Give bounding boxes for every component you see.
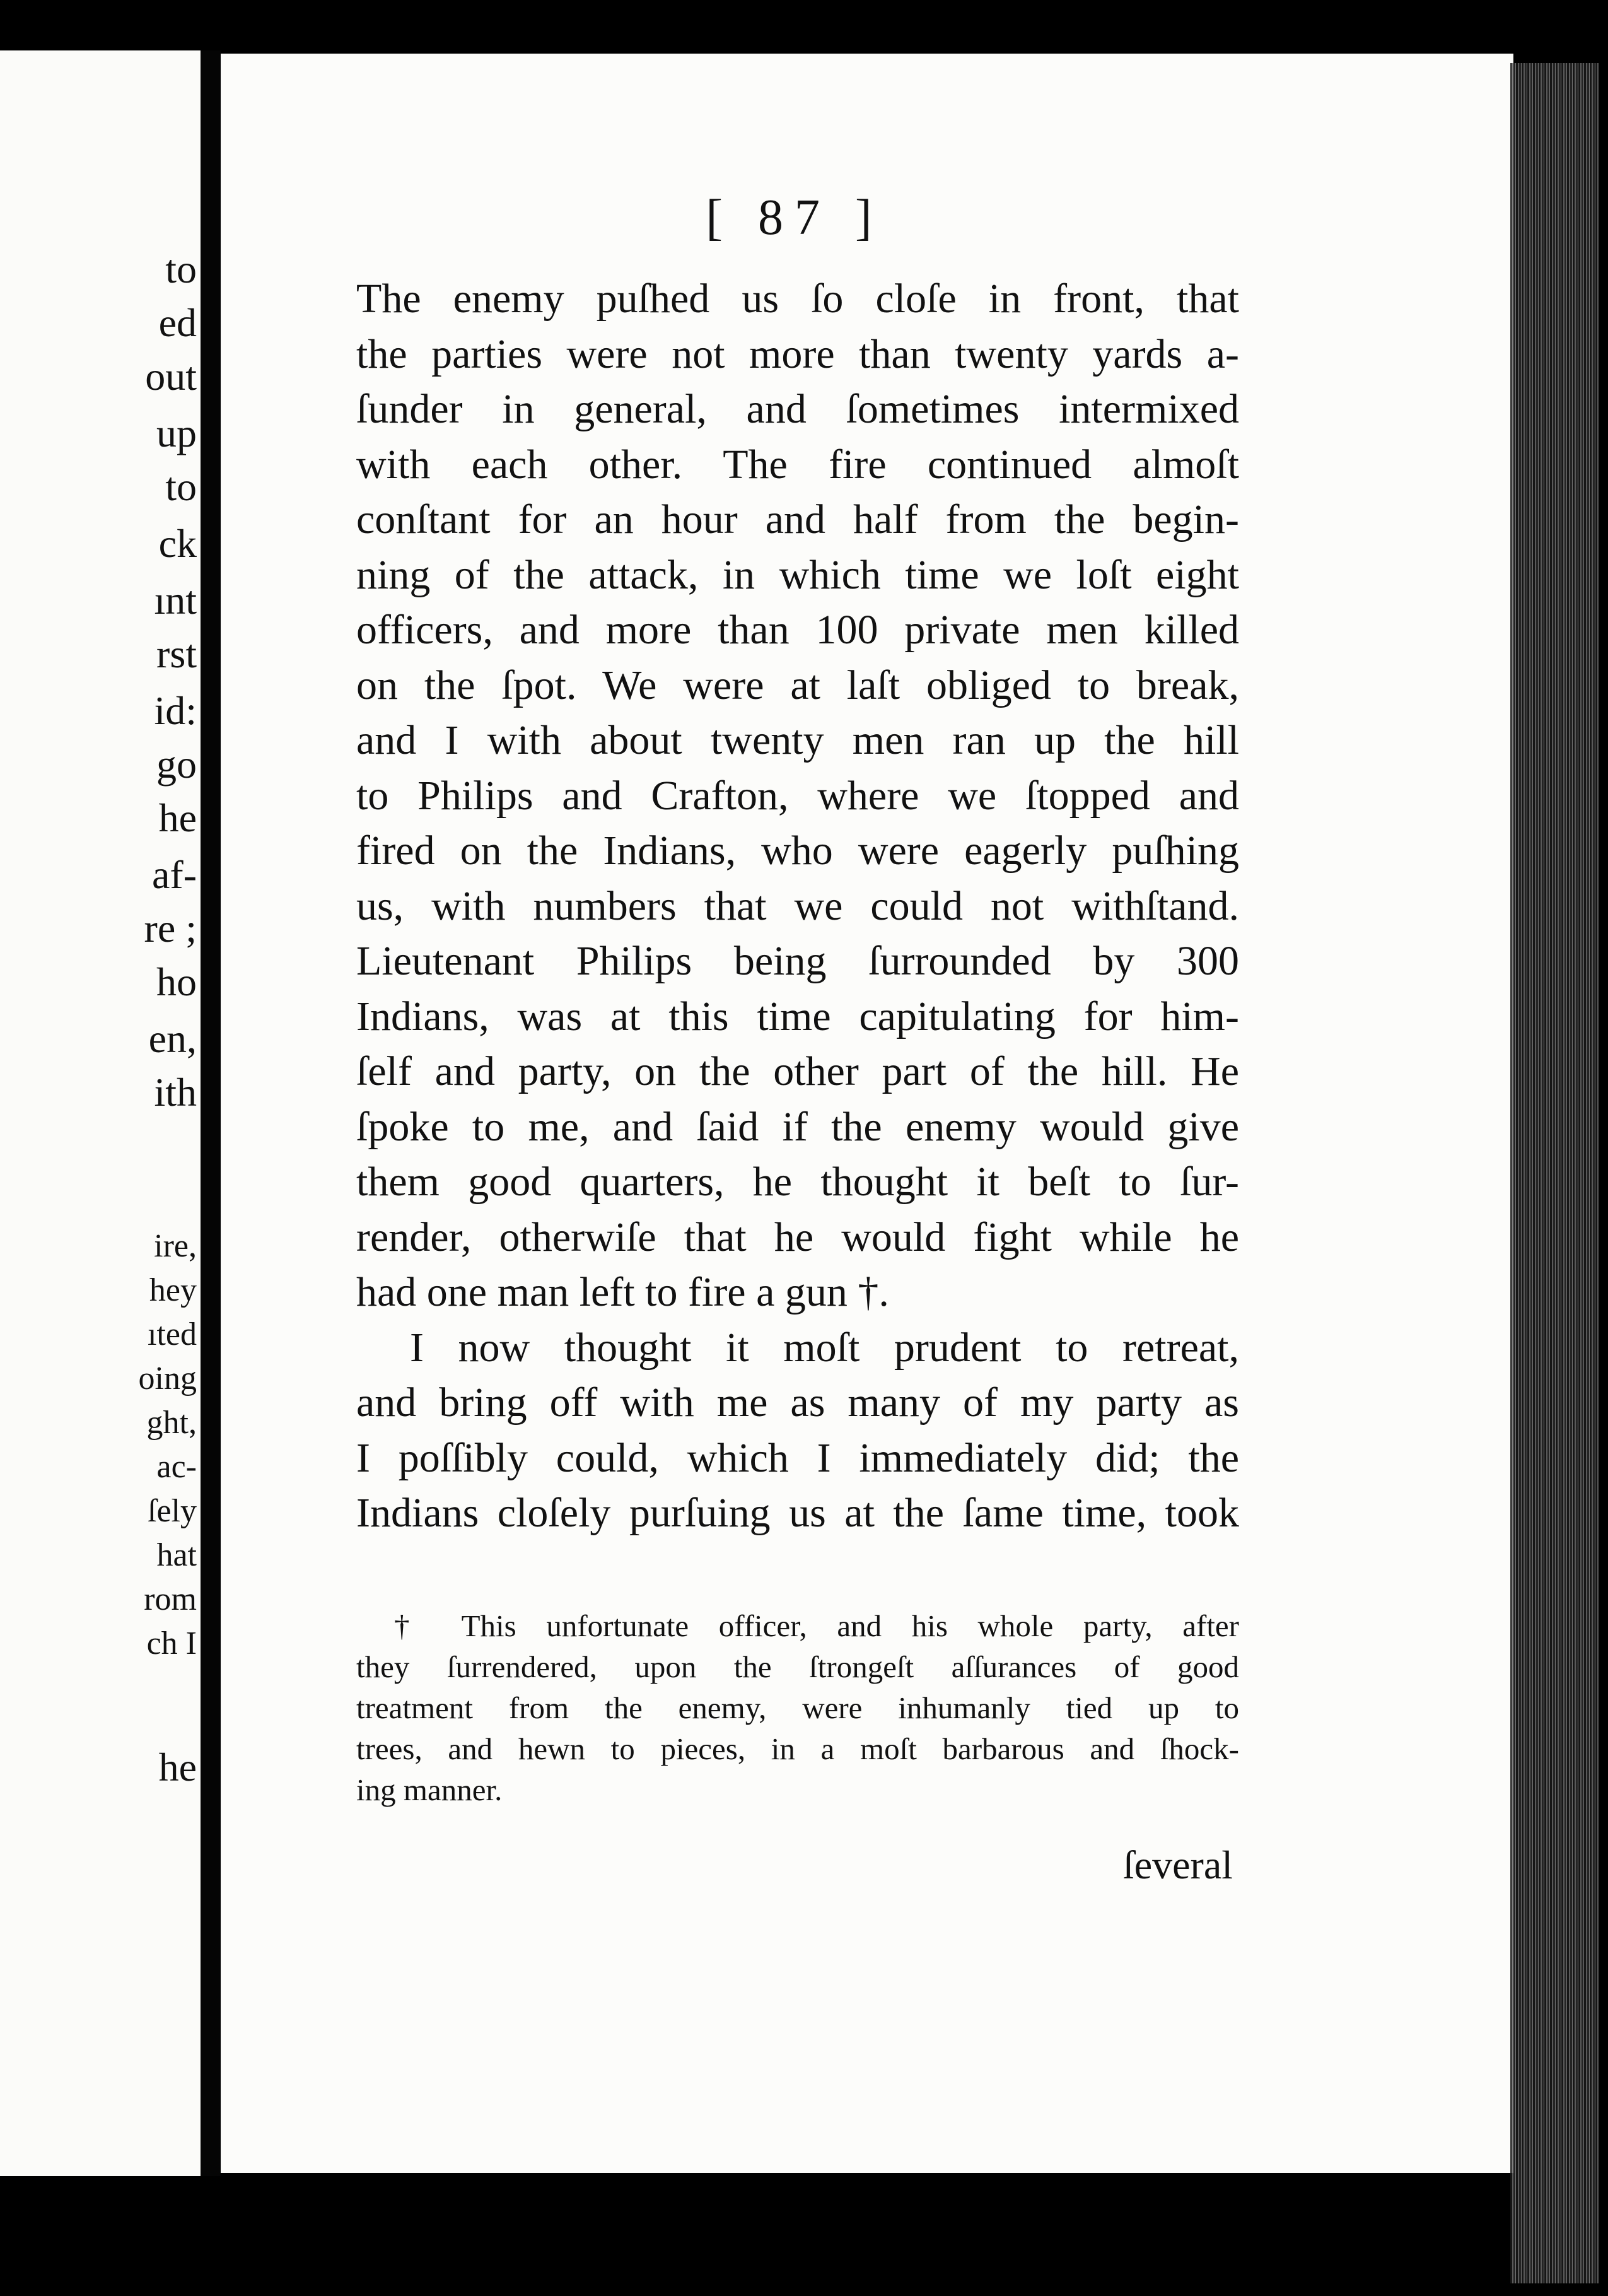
- body-line: render, otherwiſe that he would fight while he: [356, 1214, 1239, 1260]
- previous-page-line: rst: [156, 631, 197, 676]
- previous-page-line: to: [165, 247, 197, 291]
- previous-page-line: up: [156, 411, 197, 455]
- body-line: had one man left to fire a gun †.: [356, 1269, 889, 1315]
- previous-page-line: out: [145, 354, 197, 399]
- footnote-line: they ſurrendered, upon the ſtrongeſt aſſurances of good: [356, 1649, 1239, 1684]
- previous-page-line: go: [156, 742, 197, 787]
- previous-page-line: ſely: [148, 1493, 197, 1529]
- body-line: Indians cloſely purſuing us at the ſame time, took: [356, 1490, 1239, 1536]
- catchword: ſeveral: [1122, 1842, 1233, 1887]
- body-line: Lieutenant Philips being ſurrounded by 300: [356, 938, 1239, 984]
- body-line: Indians, was at this time capitulating for him-: [356, 993, 1239, 1040]
- body-line: with each other. The fire continued almoſt: [356, 441, 1239, 488]
- previous-page-line: ınt: [154, 578, 197, 623]
- footnote-line: † This unfortunate officer, and his whole party, after: [394, 1608, 1239, 1643]
- previous-page-line: ch I: [146, 1625, 197, 1661]
- body-line: to Philips and Crafton, where we ſtopped and: [356, 772, 1239, 819]
- previous-page-line: ith: [154, 1070, 197, 1115]
- footnote-line: ing manner.: [356, 1772, 503, 1807]
- body-line: fired on the Indians, who were eagerly puſhing: [356, 828, 1239, 874]
- previous-page-line: to: [165, 464, 197, 509]
- previous-page-line: ght,: [146, 1405, 197, 1441]
- body-line: us, with numbers that we could not withſtand.: [356, 882, 1239, 929]
- previous-page-line: id:: [154, 688, 197, 733]
- footnote-line: trees, and hewn to pieces, in a moſt barbarous and ſhock-: [356, 1731, 1239, 1766]
- previous-page-line: re ;: [144, 906, 197, 951]
- previous-page-line: ho: [156, 959, 197, 1004]
- page-edges: [1510, 63, 1599, 2283]
- body-line: and bring off with me as many of my party as: [356, 1379, 1239, 1426]
- page-number: [ 87 ]: [706, 190, 883, 245]
- previous-page-line: rom: [144, 1581, 197, 1617]
- body-line: officers, and more than 100 private men killed: [356, 607, 1239, 653]
- body-line: ſunder in general, and ſometimes intermixed: [356, 386, 1239, 432]
- body-line: the parties were not more than twenty yards a-: [356, 331, 1239, 377]
- body-line: ſpoke to me, and ſaid if the enemy would give: [356, 1103, 1239, 1150]
- footnote-line: treatment from the enemy, were inhumanly tied up to: [356, 1690, 1239, 1725]
- body-line: on the ſpot. We were at laſt obliged to break,: [356, 662, 1239, 708]
- previous-page-line: he: [158, 1745, 197, 1789]
- previous-page-line: hat: [156, 1537, 197, 1573]
- body-line: ning of the attack, in which time we loſt eight: [356, 551, 1239, 598]
- previous-page-line: ed: [158, 300, 197, 345]
- previous-page-line: af-: [151, 852, 197, 897]
- body-line: The enemy puſhed us ſo cloſe in front, that: [356, 276, 1239, 322]
- body-line: I poſſibly could, which I immediately did; the: [356, 1434, 1239, 1481]
- body-line: I now thought it moſt prudent to retreat,: [410, 1324, 1239, 1371]
- previous-page-line: ck: [158, 521, 197, 566]
- previous-page-line: oing: [138, 1361, 197, 1397]
- body-line: and I with about twenty men ran up the hill: [356, 717, 1239, 763]
- previous-page-line: ıted: [148, 1316, 197, 1352]
- previous-page-line: ac-: [156, 1449, 197, 1485]
- previous-page-line: hey: [149, 1272, 197, 1308]
- body-line: them good quarters, he thought it beſt to ſur-: [356, 1159, 1239, 1205]
- body-text: [356, 271, 1239, 1541]
- book-gutter: [201, 50, 221, 2176]
- body-line: conſtant for an hour and half from the begin-: [356, 496, 1239, 542]
- footnote: [356, 1605, 1239, 1810]
- previous-page-line: ire,: [154, 1228, 197, 1264]
- body-line: ſelf and party, on the other part of the hill. He: [356, 1048, 1239, 1094]
- previous-page-fragment: [0, 50, 201, 2176]
- previous-page-line: en,: [148, 1016, 197, 1061]
- previous-page-line: he: [158, 795, 197, 840]
